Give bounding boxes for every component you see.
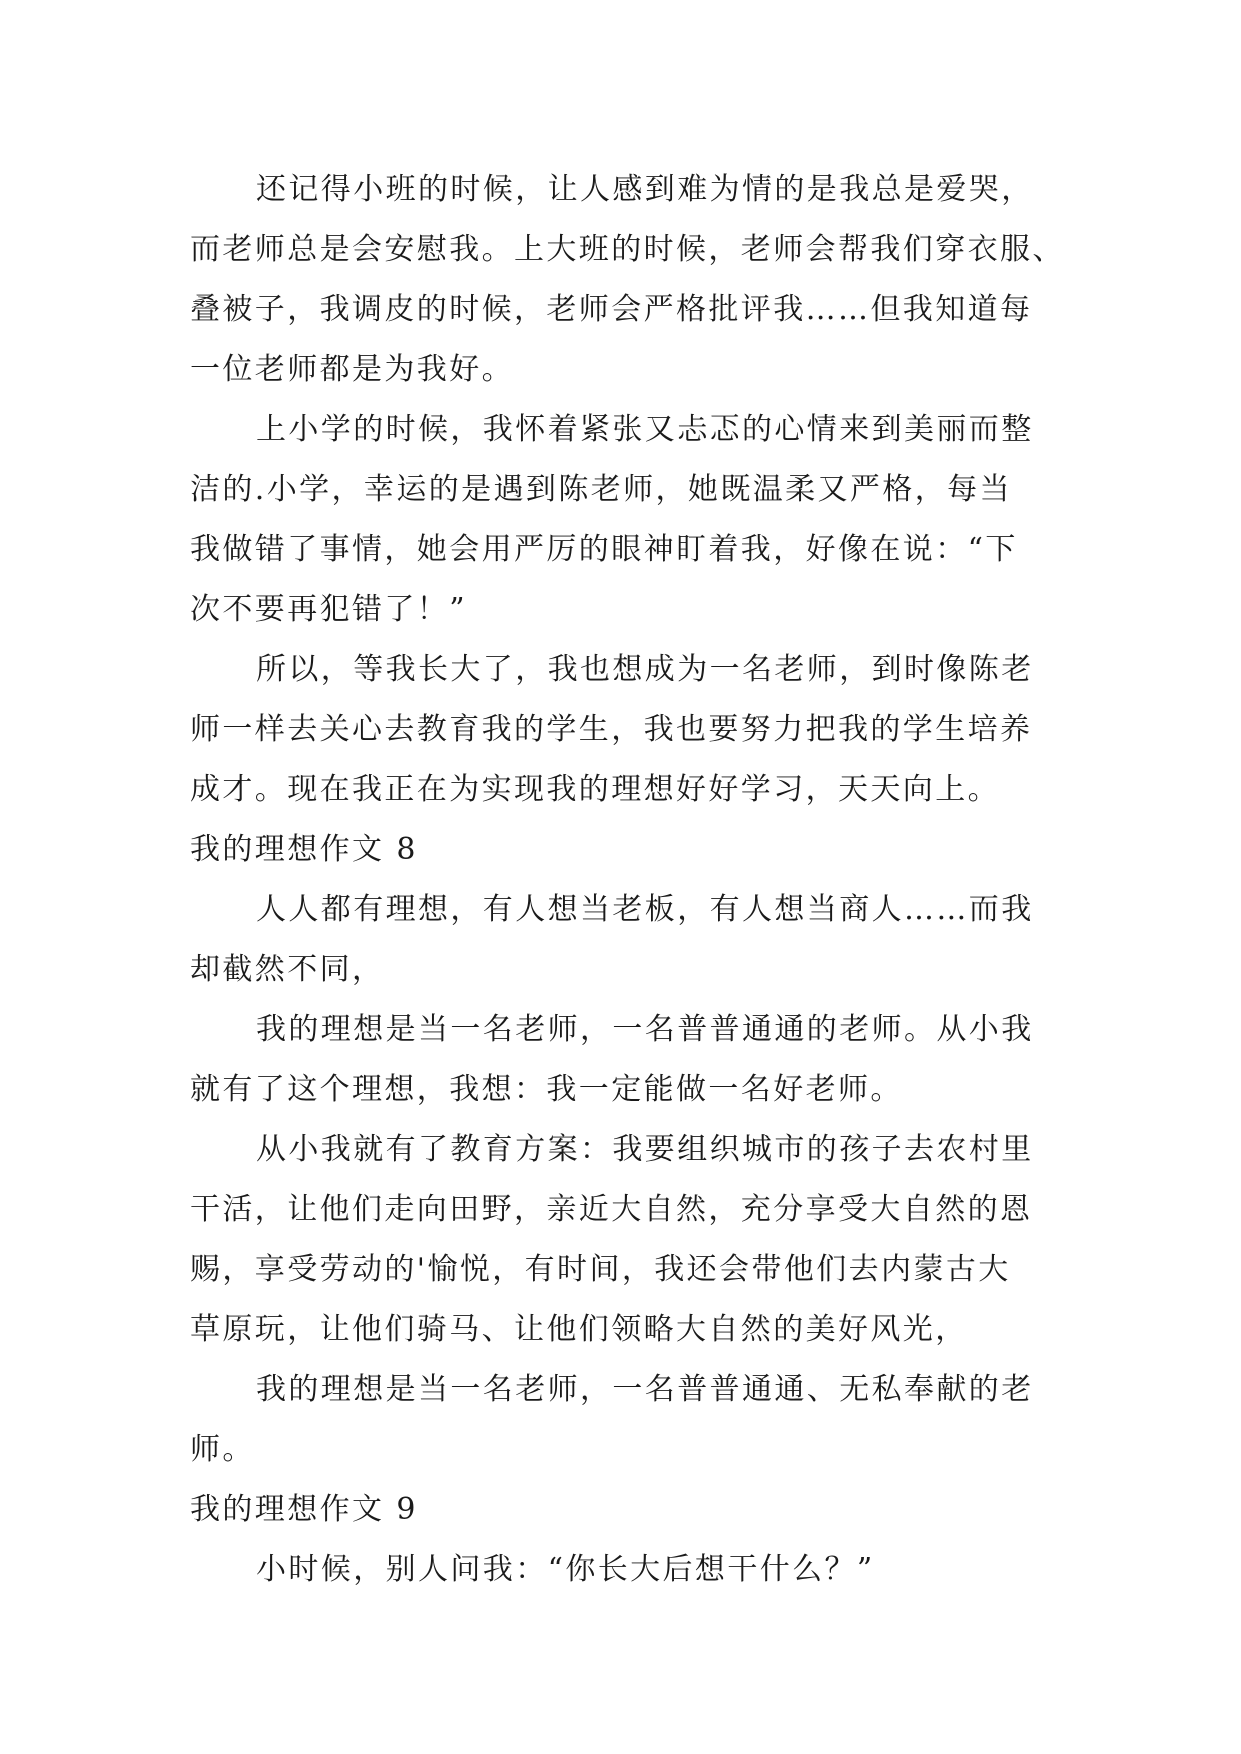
text-line: 我做错了事情，她会用严厉的眼神盯着我，好像在说：“下: [190, 532, 1018, 567]
text-line: 一位老师都是为我好。: [190, 352, 514, 387]
text-line: 人人都有理想，有人想当老板，有人想当商人……而我: [256, 892, 1034, 927]
text-line: 而老师总是会安慰我。上大班的时候，老师会帮我们穿衣服、: [190, 232, 1065, 267]
text-line: 小时候，别人问我：“你长大后想干什么？”: [256, 1552, 875, 1587]
text-line: 叠被子，我调皮的时候，老师会严格批评我……但我知道每: [190, 292, 1033, 327]
section-heading: 我的理想作文 8: [190, 832, 418, 867]
text-line: 我的理想是当一名老师，一名普普通通的老师。从小我: [256, 1012, 1034, 1047]
text-line: 还记得小班的时候，让人感到难为情的是我总是爱哭，: [256, 172, 1034, 207]
text-line: 草原玩，让他们骑马、让他们领略大自然的美好风光，: [190, 1312, 968, 1347]
text-line: 所以，等我长大了，我也想成为一名老师，到时像陈老: [256, 652, 1034, 687]
text-line: 师。: [190, 1432, 255, 1467]
text-line: 从小我就有了教育方案：我要组织城市的孩子去农村里: [256, 1132, 1034, 1167]
text-line: 成才。现在我正在为实现我的理想好好学习，天天向上。: [190, 772, 1000, 807]
text-line: 我的理想是当一名老师，一名普普通通、无私奉献的老: [256, 1372, 1034, 1407]
text-line: 洁的.小学，幸运的是遇到陈老师，她既温柔又严格，每当: [190, 472, 1012, 507]
text-line: 上小学的时候，我怀着紧张又忐忑的心情来到美丽而整: [256, 412, 1034, 447]
text-line: 干活，让他们走向田野，亲近大自然，充分享受大自然的恩: [190, 1192, 1033, 1227]
text-line: 赐，享受劳动的'愉悦，有时间，我还会带他们去内蒙古大: [190, 1252, 1011, 1287]
text-line: 却截然不同，: [190, 952, 385, 987]
text-line: 就有了这个理想，我想：我一定能做一名好老师。: [190, 1072, 903, 1107]
document-body: [190, 160, 1070, 1600]
section-heading: 我的理想作文 9: [190, 1492, 418, 1527]
text-line: 次不要再犯错了！”: [190, 592, 467, 627]
text-line: 师一样去关心去教育我的学生，我也要努力把我的学生培养: [190, 712, 1033, 747]
